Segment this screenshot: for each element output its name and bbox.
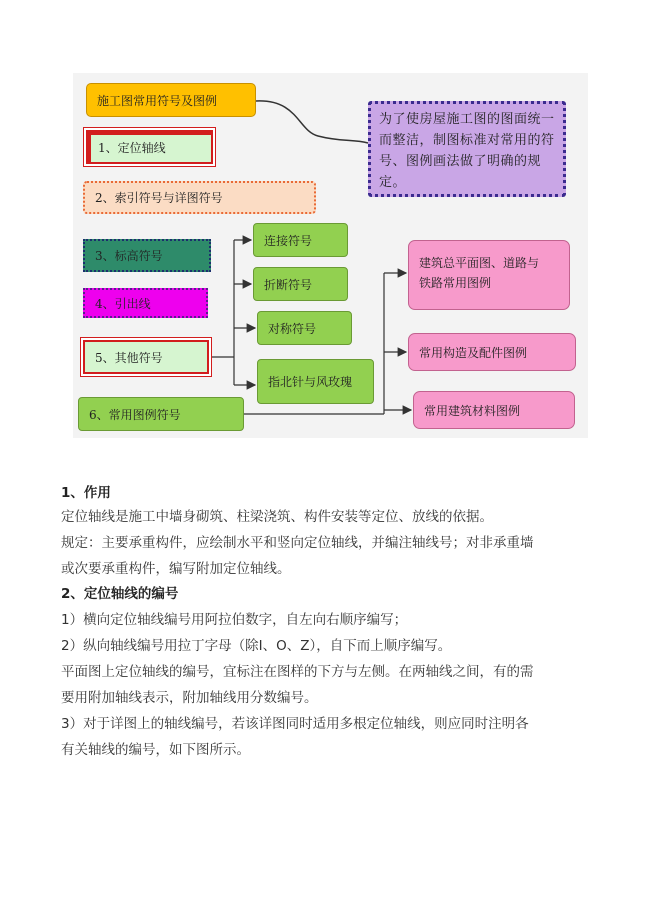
child-construction-legend: 常用构造及配件图例 xyxy=(408,333,576,371)
item-elevation: 3、标高符号 xyxy=(83,239,211,272)
child-material-legend: 常用建筑材料图例 xyxy=(413,391,575,429)
item-legend-symbols: 6、常用图例符号 xyxy=(78,397,244,431)
item-leader-line: 4、引出线 xyxy=(83,288,208,318)
paragraph-purpose: 定位轴线是施工中墙身砌筑、柱梁浇筑、构件安装等定位、放线的依据。 xyxy=(61,509,493,525)
item-other-symbols: 5、其他符号 xyxy=(83,340,209,374)
paragraph-plan-line2: 要用附加轴线表示，附加轴线用分数编号。 xyxy=(61,690,318,706)
child-symmetry-symbol: 对称符号 xyxy=(257,311,352,345)
paragraph-horizontal: 1）横向定位轴线编号用阿拉伯数字，自左向右顺序编写； xyxy=(61,612,408,628)
paragraph-rule-line2: 或次要承重构件，编写附加定位轴线。 xyxy=(61,561,291,577)
item-axis: 1、定位轴线 xyxy=(86,130,213,164)
paragraph-detail-line2: 有关轴线的编号，如下图所示。 xyxy=(61,742,250,758)
paragraph-detail-line1: 3）对于详图上的轴线编号，若该详图同时适用多根定位轴线，则应同时注明各 xyxy=(61,716,529,732)
diagram-title-box: 施工图常用符号及图例 xyxy=(86,83,256,117)
child-connection-symbol: 连接符号 xyxy=(253,223,348,257)
paragraph-vertical: 2）纵向轴线编号用拉丁字母（除I、O、Z），自下而上顺序编写。 xyxy=(61,638,452,654)
symbols-diagram xyxy=(73,73,588,438)
child-north-arrow: 指北针与风玫瑰 xyxy=(257,359,374,404)
heading-purpose: 1、作用 xyxy=(61,485,111,501)
child-break-symbol: 折断符号 xyxy=(253,267,348,301)
paragraph-plan-line1: 平面图上定位轴线的编号，宜标注在图样的下方与左侧。在两轴线之间，有的需 xyxy=(61,664,534,680)
item-index-symbol: 2、索引符号与详图符号 xyxy=(83,181,316,214)
heading-numbering: 2、定位轴线的编号 xyxy=(61,586,179,602)
note-box: 为了使房屋施工图的图面统一而整洁，制图标准对常用的符号、图例画法做了明确的规定。 xyxy=(368,101,566,197)
paragraph-rule-line1: 规定：主要承重构件，应绘制水平和竖向定位轴线，并编注轴线号；对非承重墙 xyxy=(61,535,534,551)
child-site-plan-legend: 建筑总平面图、道路与铁路常用图例 xyxy=(408,240,570,310)
